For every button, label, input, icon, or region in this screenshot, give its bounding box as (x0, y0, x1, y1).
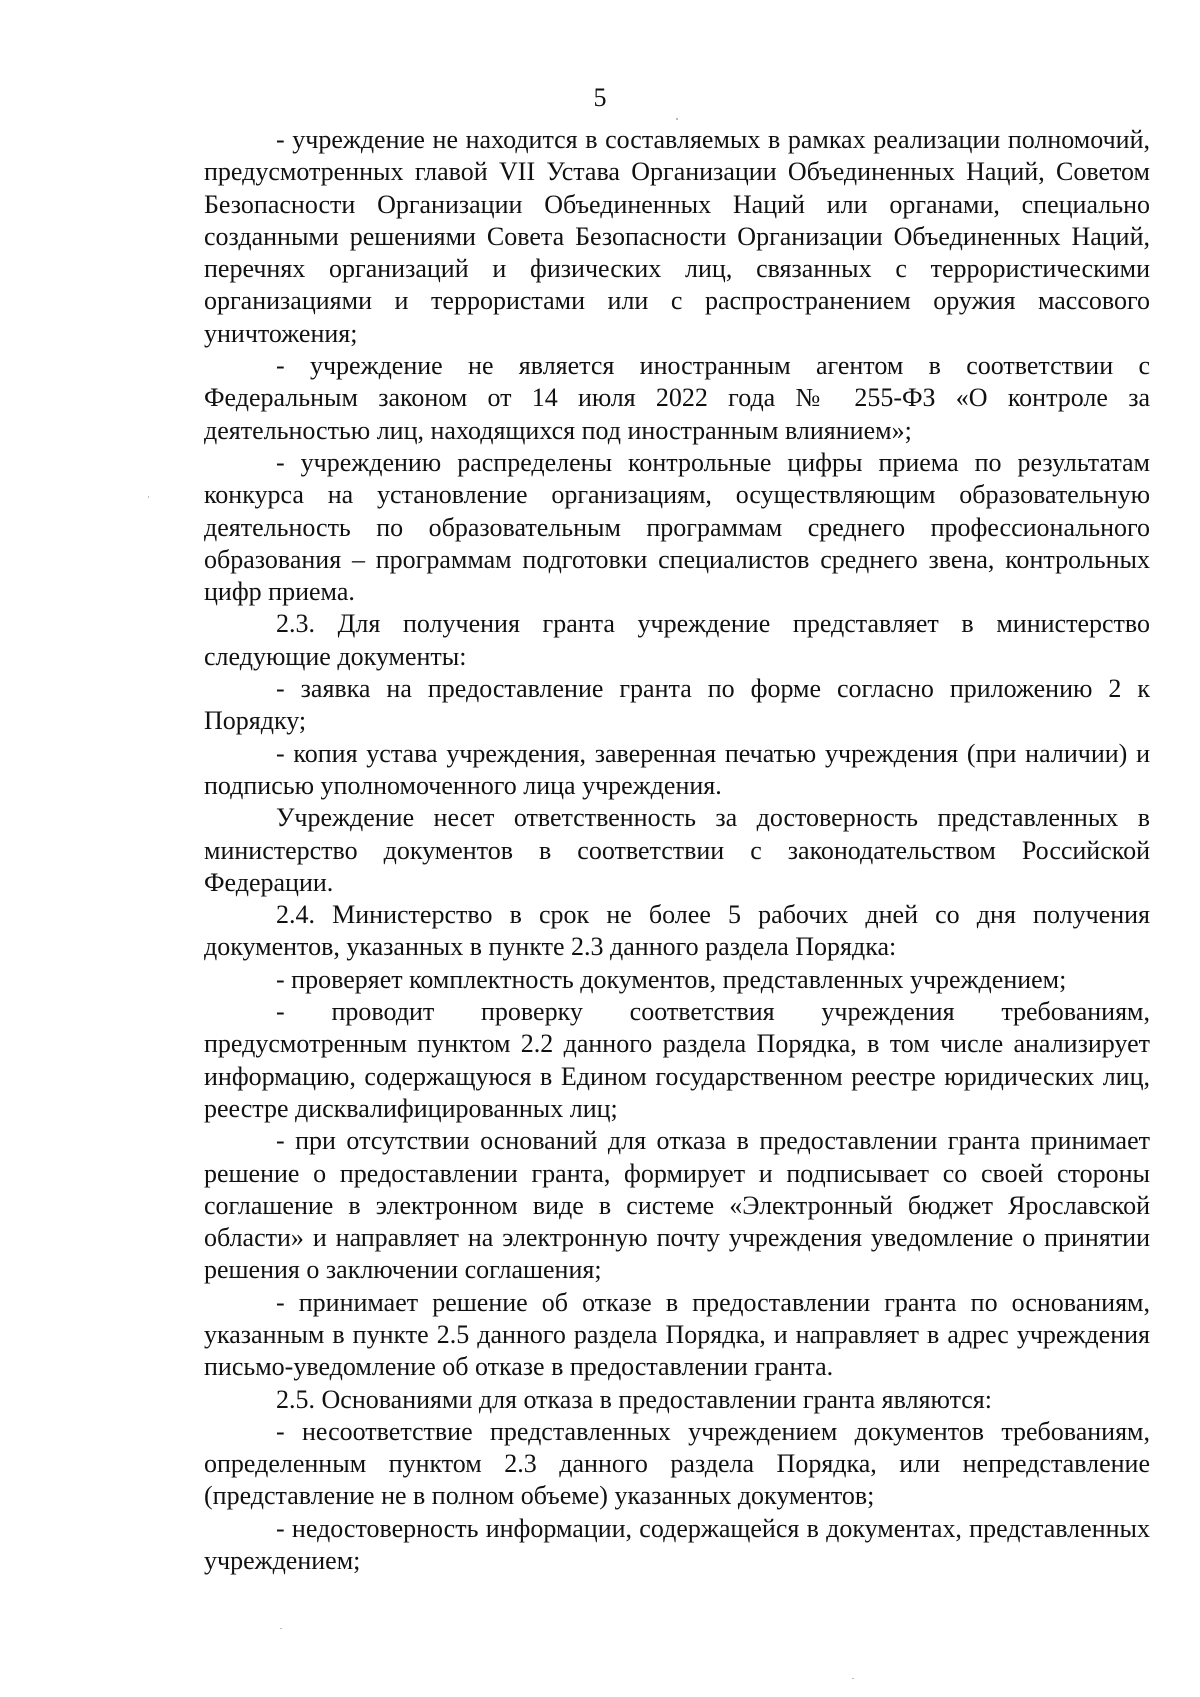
paragraph-check-completeness: - проверяет комплектность документов, представленных учреждением; (276, 964, 1067, 994)
paragraph-grant-application: - заявка на предоставление гранта по форме согласно приложению 2 к Порядку; (204, 674, 1150, 736)
scan-speck (148, 496, 149, 498)
paragraph-noncompliance: - несоответствие представленных учреждением документов требованиям, определенным пунктом 2.3 данного раздела Порядка, или непредставление (представление не в полном объеме) указанных документов; (204, 1416, 1150, 1511)
paragraph-not-foreign-agent: - учреждение не является иностранным агентом в соответствии с Федеральным законом от 14 июля 2022 года № 255-ФЗ «О контроле за деятельностью лиц, находящихся под иностранным влиянием»; (204, 351, 1150, 445)
paragraph-responsibility: Учреждение несет ответственность за достоверность представленных в министерство документов в соответствии с законодательством Российской Федерации. (204, 803, 1150, 897)
paragraph-charter-copy: - копия устава учреждения, заверенная печатью учреждения (при наличии) и подписью уполномоченного лица учреждения. (204, 738, 1150, 800)
paragraph-admission-figures: - учреждению распределены контрольные цифры приема по результатам конкурса на установление организациям, осуществляющим образовательную деятельность по образовательным программам среднего профессионального образования – программам подготовки специалистов среднего звена, контрольных цифр приема. (204, 447, 1150, 607)
paragraph-check-compliance: - проводит проверку соответствия учреждения требованиям, предусмотренным пунктом 2.2 данного раздела Порядка, в том числе анализирует информацию, содержащуюся в Едином государственном реестре юридических лиц, реестре дисквалифицированных лиц; (204, 997, 1150, 1123)
paragraph-refusal-decision: - принимает решение об отказе в предоставлении гранта по основаниям, указанным в пункте 2.5 данного раздела Порядка, и направляет в адрес учреждения письмо-уведомление об отказе в предоставлении гранта. (204, 1287, 1150, 1382)
scan-speck (676, 118, 678, 120)
paragraph-grant-decision: - при отсутствии оснований для отказа в предоставлении гранта принимает решение о предоставлении гранта, формирует и подписывает со своей стороны соглашение в электронном виде в системе «Электронный бюджет Ярославской области» и направляет на электронную почту учреждения уведомление о принятии решения о заключении соглашения; (204, 1126, 1150, 1285)
paragraph-2-5-refusal-grounds: 2.5. Основаниями для отказа в предоставлении гранта являются: (276, 1384, 992, 1414)
scan-speck (280, 1628, 282, 1629)
paragraph-2-4-ministry-review: 2.4. Министерство в срок не более 5 рабочих дней со дня получения документов, указанных в пункте 2.3 данного раздела Порядка: (204, 900, 1150, 962)
scan-speck (852, 1678, 854, 1679)
page-number: 5 (593, 83, 607, 112)
document-body (204, 124, 1150, 1577)
paragraph-unreliable-info: - недостоверность информации, содержащейся в документах, представленных учреждением; (204, 1513, 1150, 1576)
paragraph-2-3-documents: 2.3. Для получения гранта учреждение представляет в министерство следующие документы: (204, 609, 1150, 671)
paragraph-not-in-sanctions-lists: - учреждение не находится в составляемых в рамках реализации полномочий, предусмотренных главой VII Устава Организации Объединенных Наций, Советом Безопасности Организации Объединенных Наций или органами, специально созданными решениями Совета Безопасности Организации Объединенных Наций, перечнях организаций и физических лиц, связанных с террористическими организациями и террористами или с распространением оружия массового уничтожения; (204, 125, 1150, 348)
